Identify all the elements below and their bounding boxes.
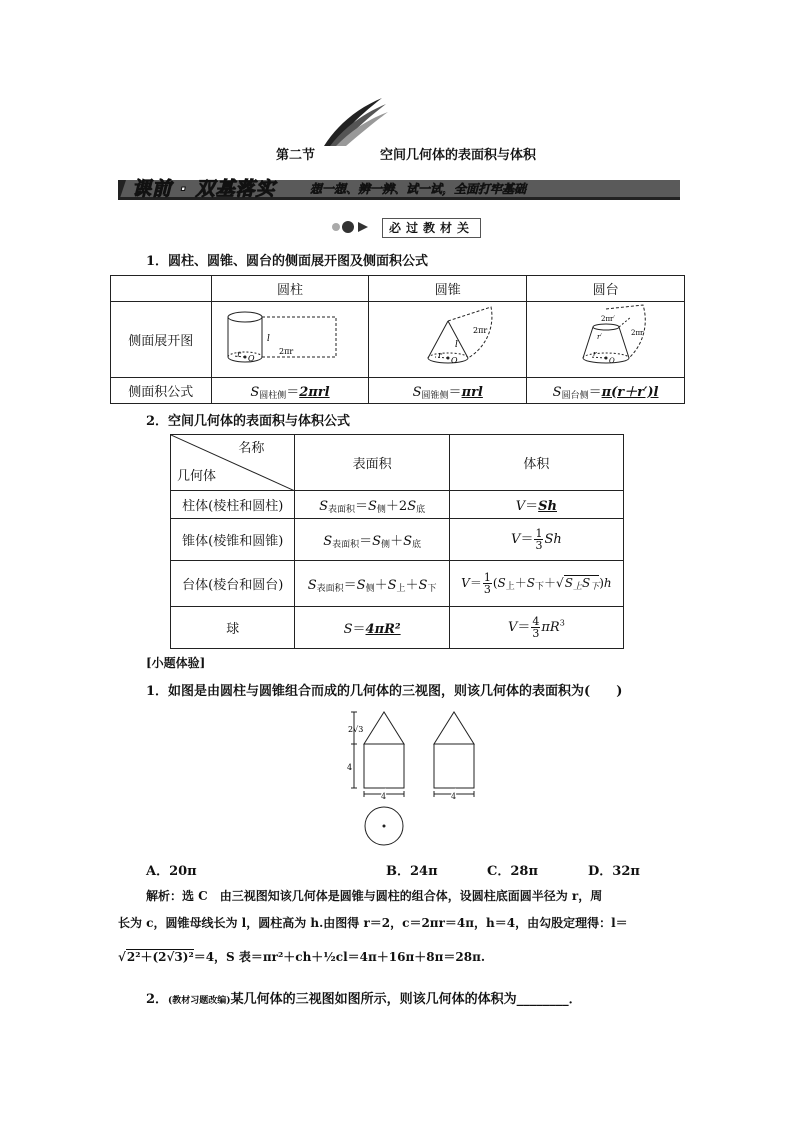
col-volume: 体积: [449, 435, 623, 491]
solution-line-1: 解析：选 C 由三视图知该几何体是圆锥与圆柱的组合体，设圆柱底面圆半径为 r，周: [146, 889, 603, 903]
cylinder-development-figure: [211, 302, 369, 378]
option-c: C．28π: [487, 864, 538, 879]
dim-width-front-label: 4: [381, 792, 387, 801]
page-title: 空间几何体的表面积与体积: [380, 148, 537, 163]
col-cylinder: 圆柱: [211, 276, 369, 302]
option-a: A．20π: [146, 864, 197, 879]
question-1: 1．如图是由圆柱与圆锥组合而成的几何体的三视图，则该几何体的表面积为( ): [146, 684, 623, 699]
dim-cone-label: 2√3: [348, 725, 364, 734]
frus-rp-label: r′: [596, 332, 602, 341]
solution-line-3: √2²＋(2√3)²＝4，S 表＝πr²＋ch＋½cl＝4π＋16π＋8π＝28π.: [118, 950, 486, 964]
banner-subtitle: 想一想、辨一辨、试一试，全面打牢基础: [310, 182, 527, 196]
frustum-area: $S_{表面积}=S_侧+S_上+S_下$: [295, 561, 449, 607]
frustum-volume: V＝ $\frac{1}{3}$ $(S_上+S_下+√S_上S_下)h$: [449, 561, 623, 607]
frustum-development-figure: [527, 302, 685, 378]
sphere-area: S＝4πR²: [295, 607, 449, 649]
frus-r-label: r: [592, 349, 596, 358]
bullet-dots-icon: [330, 219, 380, 235]
row-label-development: 侧面展开图: [111, 302, 212, 378]
col-frustum: 圆台: [527, 276, 685, 302]
section-label: 第二节: [276, 148, 316, 163]
row-pyramid: 锥体(棱锥和圆锥): [171, 519, 295, 561]
frus-2pir-label: 2πr: [630, 328, 643, 337]
cone-development-figure: [369, 302, 527, 378]
practice-label: [小题体验]: [146, 656, 206, 670]
item2-heading: 2．空间几何体的表面积与体积公式: [146, 414, 351, 429]
cone-l-label: l: [454, 339, 458, 350]
dim-height-label: 4: [347, 763, 353, 772]
row-prism: 柱体(棱柱和圆柱): [171, 491, 295, 519]
cyl-r-label: r: [236, 349, 241, 359]
cyl-o-label: O: [247, 353, 255, 363]
option-d: D．32π: [588, 864, 640, 879]
row-sphere: 球: [171, 607, 295, 649]
section-pill: 必过教材关: [382, 218, 481, 238]
three-view-figure: [340, 706, 480, 846]
prism-area: $S_{表面积}=S_侧+2S_底$: [295, 491, 449, 519]
cyl-l-label: l: [266, 333, 270, 344]
pyramid-area: $S_{表面积}=S_侧+S_底$: [295, 519, 449, 561]
question-2: 2．(教材习题改编)某几何体的三视图如图所示，则该几何体的体积为________．: [146, 992, 582, 1007]
prism-volume: V＝Sh: [449, 491, 623, 519]
corner-cell: [111, 276, 212, 302]
frus-o-label: O: [608, 356, 615, 365]
lateral-area-table: [110, 275, 685, 404]
area-volume-table: [170, 434, 624, 649]
cone-formula: $S_{圆锥侧}=\pi rl$: [369, 378, 527, 404]
option-b: B．24π: [386, 864, 438, 879]
corner-top-label: 名称: [238, 441, 265, 456]
pyramid-volume: V＝ $\frac{1}{3}$ Sh: [449, 519, 623, 561]
solution-line-2: 长为 c，圆锥母线长为 l，圆柱高为 h.由图得 r＝2，c＝2πr＝4π，h＝4，由勾股定理得：l＝: [118, 916, 628, 930]
row-frustum: 台体(棱台和圆台): [171, 561, 295, 607]
col-area: 表面积: [295, 435, 449, 491]
cone-2pir-label: 2πr: [472, 325, 487, 335]
frustum-formula: $S_{圆台侧}=\pi(r+r')l$: [527, 378, 685, 404]
cone-r-label: r: [437, 350, 442, 360]
section-banner: [118, 178, 680, 200]
col-cone: 圆锥: [369, 276, 527, 302]
cylinder-formula: $S_{圆柱侧}=2\pi rl$: [211, 378, 369, 404]
corner-bottom-label: 几何体: [177, 469, 217, 484]
cyl-2pir-label: 2πr: [278, 346, 294, 356]
sphere-volume: V＝ $\frac{4}{3}$ $\pi R^3$: [449, 607, 623, 649]
corner-cell: [171, 435, 295, 491]
cone-o-label: O: [450, 355, 458, 365]
row-label-formula: 侧面积公式: [111, 378, 212, 404]
dim-width-side-label: 4: [451, 792, 457, 801]
swoosh-logo: [320, 96, 390, 148]
banner-title: 课前 · 双基落实: [132, 178, 276, 200]
frus-2pirp-label: 2πr′: [600, 314, 615, 323]
item1-heading: 1．圆柱、圆锥、圆台的侧面展开图及侧面积公式: [146, 254, 429, 269]
